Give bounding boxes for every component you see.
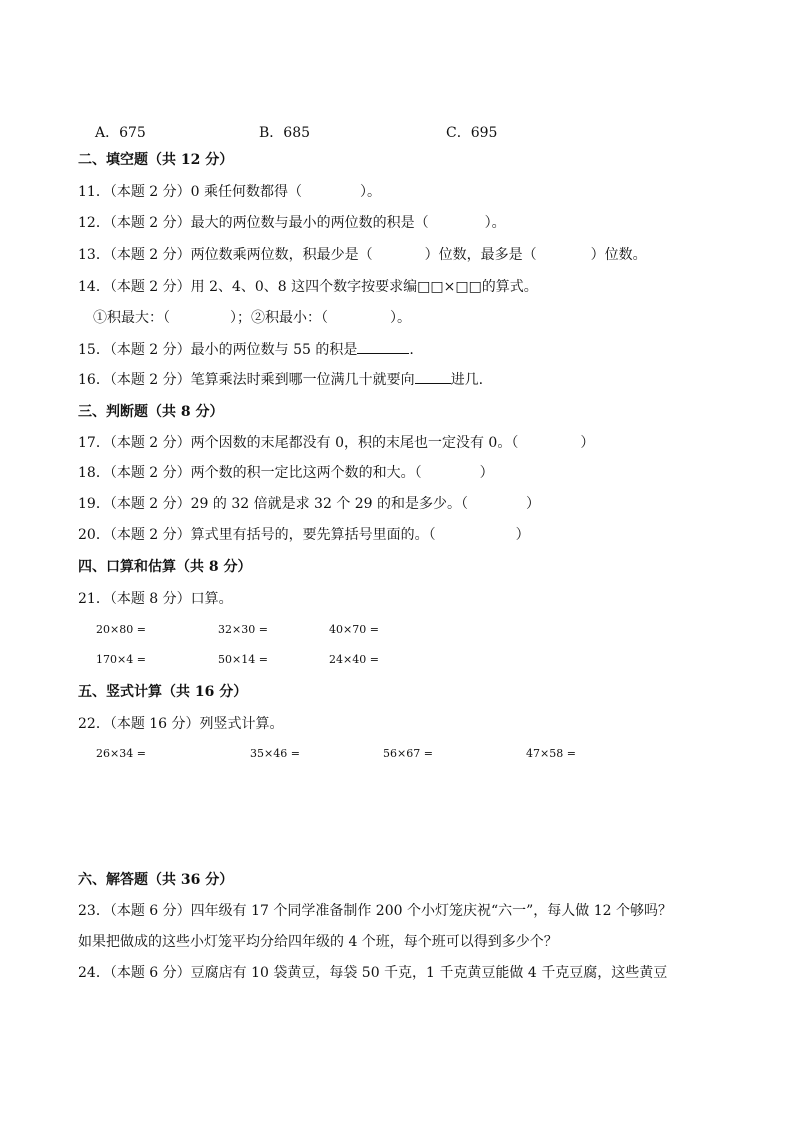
question-18	[78, 464, 494, 482]
question-21: 21．（本题 8 分）口算。	[78, 591, 233, 607]
question-11	[78, 183, 381, 201]
section-vertical-title: 五、竖式计算（共 16 分）	[78, 684, 248, 700]
vertical-expr-2: 35×46 =	[250, 747, 300, 760]
q14-part2: ）；②积最小：（	[230, 310, 328, 326]
q15-blank	[357, 341, 409, 354]
q13-mid: ）位数，最多是（	[424, 247, 537, 263]
option-c: C．695	[446, 125, 498, 141]
q20-end: ）	[515, 527, 530, 543]
q16-end: 进几.	[450, 372, 484, 388]
question-23-line1: 23．（本题 6 分）四年级有 17 个同学准备制作 200 个小灯笼庆祝“六一”，每人做 12 个够吗？	[78, 903, 672, 919]
q19-text: 19．（本题 2 分）29 的 32 倍就是求 32 个 29 的和是多少。（	[78, 496, 469, 512]
q14-part1: ①积最大：（	[93, 310, 170, 326]
q18-text: 18．（本题 2 分）两个数的积一定比这两个数的和大。（	[78, 465, 422, 481]
question-14-parts	[93, 309, 411, 327]
q11-text: 11．（本题 2 分）0 乘任何数都得（	[78, 184, 302, 200]
oral-expr-5: 50×14 =	[218, 653, 268, 666]
q15-text: 15．（本题 2 分）最小的两位数与 55 的积是	[78, 342, 358, 358]
q12-text: 12．（本题 2 分）最大的两位数与最小的两位数的积是（	[78, 215, 429, 231]
section-fill-in-title: 二、填空题（共 12 分）	[78, 152, 234, 168]
section-solve-title: 六、解答题（共 36 分）	[78, 872, 234, 888]
q15-end: .	[409, 342, 414, 358]
question-16	[78, 371, 483, 389]
vertical-expr-1: 26×34 =	[96, 747, 146, 760]
q14-end: ）。	[390, 310, 411, 326]
q16-blank	[415, 371, 451, 384]
oral-expr-6: 24×40 =	[329, 653, 379, 666]
section-judge-title: 三、判断题（共 8 分）	[78, 404, 224, 420]
oral-expr-2: 32×30 =	[218, 623, 268, 636]
question-22: 22．（本题 16 分）列竖式计算。	[78, 716, 284, 732]
oral-expr-4: 170×4 =	[96, 653, 146, 666]
question-13	[78, 246, 647, 264]
q17-end: ）	[580, 435, 595, 451]
q18-end: ）	[479, 465, 494, 481]
question-14: 14．（本题 2 分）用 2、4、0、8 这四个数字按要求编□□×□□的算式。	[78, 279, 538, 295]
vertical-expr-3: 56×67 =	[383, 747, 433, 760]
q16-text: 16．（本题 2 分）笔算乘法时乘到哪一位满几十就要向	[78, 372, 415, 388]
option-b: B．685	[259, 125, 311, 141]
question-17	[78, 434, 594, 452]
question-15	[78, 341, 414, 359]
q17-text: 17．（本题 2 分）两个因数的末尾都没有 0，积的末尾也一定没有 0。（	[78, 435, 519, 451]
q12-end: ）。	[484, 215, 506, 231]
q11-end: ）。	[359, 184, 381, 200]
section-oral-title: 四、口算和估算（共 8 分）	[78, 559, 252, 575]
oral-expr-3: 40×70 =	[329, 623, 379, 636]
question-12	[78, 214, 506, 232]
q20-text: 20．（本题 2 分）算式里有括号的，要先算括号里面的。（	[78, 527, 436, 543]
question-24-line1: 24．（本题 6 分）豆腐店有 10 袋黄豆，每袋 50 千克，1 千克黄豆能做 4 千克豆腐，这些黄豆	[78, 965, 668, 981]
q19-end: ）	[526, 496, 541, 512]
vertical-expr-4: 47×58 =	[526, 747, 576, 760]
oral-expr-1: 20×80 =	[96, 623, 146, 636]
question-19	[78, 495, 540, 513]
q13-end: ）位数。	[590, 247, 647, 263]
question-20	[78, 526, 530, 544]
question-23-line2: 如果把做成的这些小灯笼平均分给四年级的 4 个班，每个班可以得到多少个？	[78, 934, 558, 950]
q13-text: 13．（本题 2 分）两位数乘两位数，积最少是（	[78, 247, 373, 263]
option-a: A．675	[95, 125, 146, 141]
